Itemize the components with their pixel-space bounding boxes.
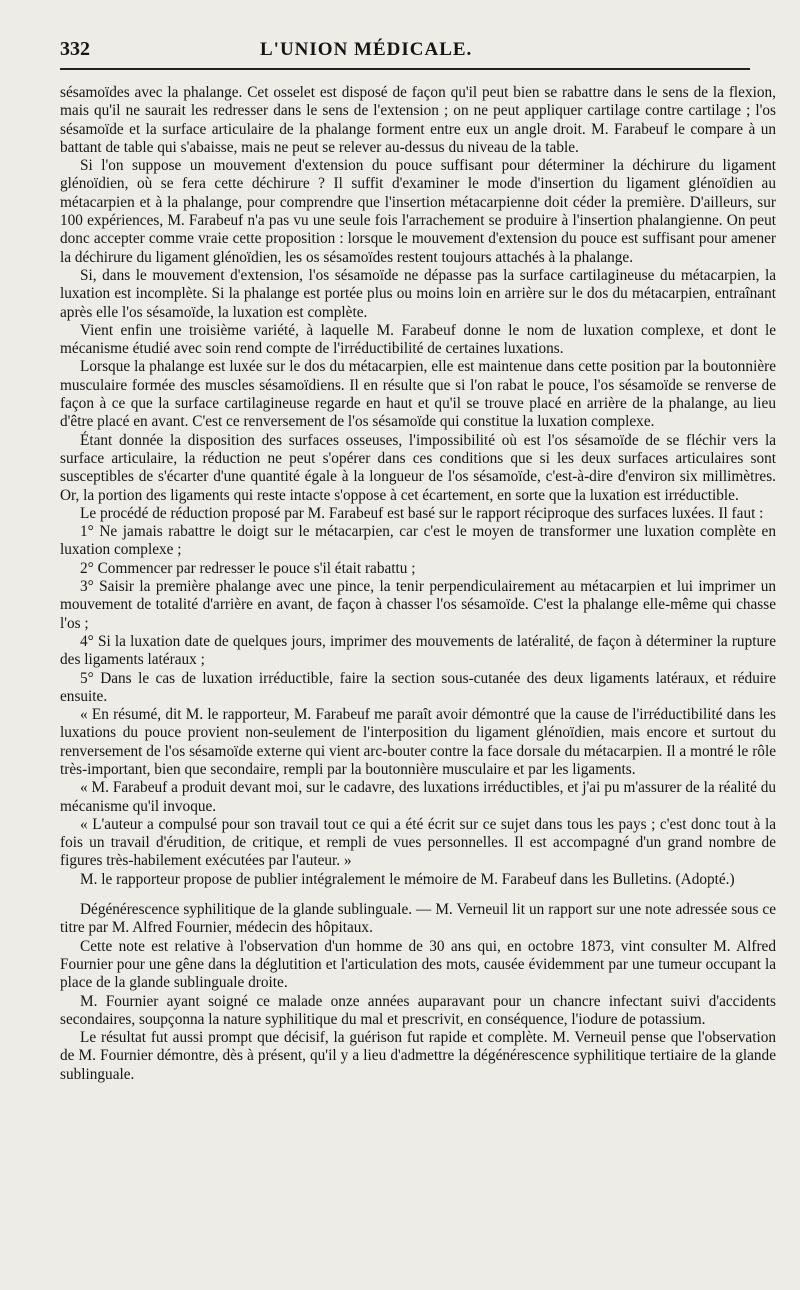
list-item: 1° Ne jamais rabattre le doigt sur le métacarpien, car c'est le moyen de transformer une luxation complète en luxation complexe ; bbox=[60, 523, 776, 559]
list-item: 5° Dans le cas de luxation irréductible, faire la section sous-cutanée des deux ligaments latéraux, et réduire ensuite. bbox=[60, 669, 776, 705]
paragraph: Vient enfin une troisième variété, à laquelle M. Farabeuf donne le nom de luxation complexe, et dont le mécanisme étudié avec soin rend compte de l'irréductibilité de certaines luxations. bbox=[60, 321, 776, 358]
quote-paragraph: « M. Farabeuf a produit devant moi, sur le cadavre, des luxations irréductibles, et j'ai pu m'assurer de la réalité du mécanisme qu'il invoque. bbox=[60, 779, 776, 815]
paragraph: Étant donnée la disposition des surfaces osseuses, l'impossibilité où est l'os sésamoïde de se fléchir vers la surface articulaire, la réduction ne peut s'opérer dans ces conditions que si les deux surfaces articulaires sont susceptibles de s'écarter d'une quantité égale à la longueur de l'os sésamoïde, c'est-à-dire d'environ six millimètres. Or, la portion des ligaments qui reste intacte s'oppose à cet écartement, en sorte que la luxation est irréductible. bbox=[60, 431, 776, 504]
paragraph: Cette note est relative à l'observation d'un homme de 30 ans qui, en octobre 1873, vint consulter M. Alfred Fournier pour une gêne dans la déglutition et l'articulation des mots, causée évidemment par une tumeur occupant la place de la glande sublinguale droite. bbox=[60, 937, 776, 992]
paragraph: Lorsque la phalange est luxée sur le dos du métacarpien, elle est maintenue dans cette position par la boutonnière musculaire formée des muscles sésamoïdiens. Il en résulte que si l'on rabat le pouce, l'os sésamoïde se renverse de façon à ce que la surface cartilagineuse regarde en haut et qu'il se trouve placé en arrière de la phalange, au lieu d'être placé en avant. C'est ce renversement de l'os sésamoïde qui constitue la luxation complexe. bbox=[60, 358, 776, 431]
page-number: 332 bbox=[60, 38, 90, 60]
paragraph: Le procédé de réduction proposé par M. Farabeuf est basé sur le rapport réciproque des surfaces luxées. Il faut : bbox=[80, 504, 764, 522]
paragraph: M. le rapporteur propose de publier intégralement le mémoire de M. Farabeuf dans les Bulletins. (Adopté.) bbox=[80, 870, 735, 888]
paragraph: M. Fournier ayant soigné ce malade onze années auparavant pour un chancre infectant suivi d'accidents secondaires, soupçonna la nature syphilitique du mal et prescrivit, en conséquence, l'iodure de potassium. bbox=[60, 992, 776, 1028]
quote-paragraph: « En résumé, dit M. le rapporteur, M. Farabeuf me paraît avoir démontré que la cause de l'irréductibilité dans les luxations du pouce provient non-seulement de l'interposition du ligament glénoïdien, mais encore et surtout du renversement de l'os sésamoïde externe qui vient arc-bouter contre la face dorsale du métacarpien. Il a montré le rôle très-important, bien que secondaire, rempli par la boutonnière musculaire et par les ligaments. bbox=[60, 706, 776, 778]
section-paragraph: Dégénérescence syphilitique de la glande sublinguale. — M. Verneuil lit un rapport sur une note adressée sous ce titre par M. Alfred Fournier, médecin des hôpitaux. bbox=[60, 901, 776, 937]
quote-paragraph: « L'auteur a compulsé pour son travail tout ce qui a été écrit sur ce sujet dans tous les pays ; c'est donc tout à la fois un travail d'érudition, de critique, et rempli de vues personnelles. Il est accompagné d'un grand nombre de figures très-habilement exécutées par l'auteur. » bbox=[60, 815, 776, 870]
paragraph: Si, dans le mouvement d'extension, l'os sésamoïde ne dépasse pas la surface cartilagineuse du métacarpien, la luxation est incomplète. Si la phalange est portée plus ou moins loin en arrière sur le dos du métacarpien, entraînant après elle l'os sésamoïde, la luxation est complète. bbox=[60, 266, 776, 321]
page-header bbox=[60, 38, 750, 70]
paragraph: sésamoïdes avec la phalange. Cet osselet est disposé de façon qu'il peut bien se rabattre dans le sens de la flexion, mais qu'il ne saurait les redresser dans le sens de l'extension ; on ne peut appliquer cartilage contre cartilage ; l'os sésamoïde et la surface articulaire de la phalange forment entre eux un angle droit. M. Farabeuf le compare à un battant de table qui s'abaisse, mais ne peut se relever au-dessus du niveau de la table. bbox=[60, 84, 776, 156]
list-item: 3° Saisir la première phalange avec une pince, la tenir perpendiculairement au métacarpien et lui imprimer un mouvement de totalité d'arrière en avant, de façon à chasser l'os sésamoïde. C'est la phalange elle-même qui chasse l'os ; bbox=[60, 578, 776, 632]
paragraph: Le résultat fut aussi prompt que décisif, la guérison fut rapide et complète. M. Verneuil pense que l'observation de M. Fournier démontre, dès à présent, qu'il y a lieu d'admettre la dégénérescence syphilitique tertiaire de la glande sublinguale. bbox=[60, 1029, 776, 1083]
body-text bbox=[60, 84, 776, 1084]
running-title: L'UNION MÉDICALE. bbox=[260, 39, 473, 60]
paragraph: Si l'on suppose un mouvement d'extension du pouce suffisant pour déterminer la déchirure du ligament glénoïdien, où se fera cette déchirure ? Il suffit d'examiner le mode d'insertion du ligament glénoïdien au métacarpien et à la phalange, pour comprendre que l'insertion métacarpienne doit céder la première. D'ailleurs, sur 100 expériences, M. Farabeuf n'a pas vu une seule fois l'arrachement se produire à l'insertion phalangienne. On peut donc accepter comme vraie cette proposition : lorsque le mouvement d'extension du pouce est suffisant pour amener la déchirure du ligament glénoïdien, les os sésamoïdes restent toujours attachés à la phalange. bbox=[60, 157, 776, 266]
list-item: 2° Commencer par redresser le pouce s'il était rabattu ; bbox=[80, 559, 416, 577]
list-item: 4° Si la luxation date de quelques jours, imprimer des mouvements de latéralité, de façon à déterminer la rupture des ligaments latéraux ; bbox=[60, 632, 776, 669]
